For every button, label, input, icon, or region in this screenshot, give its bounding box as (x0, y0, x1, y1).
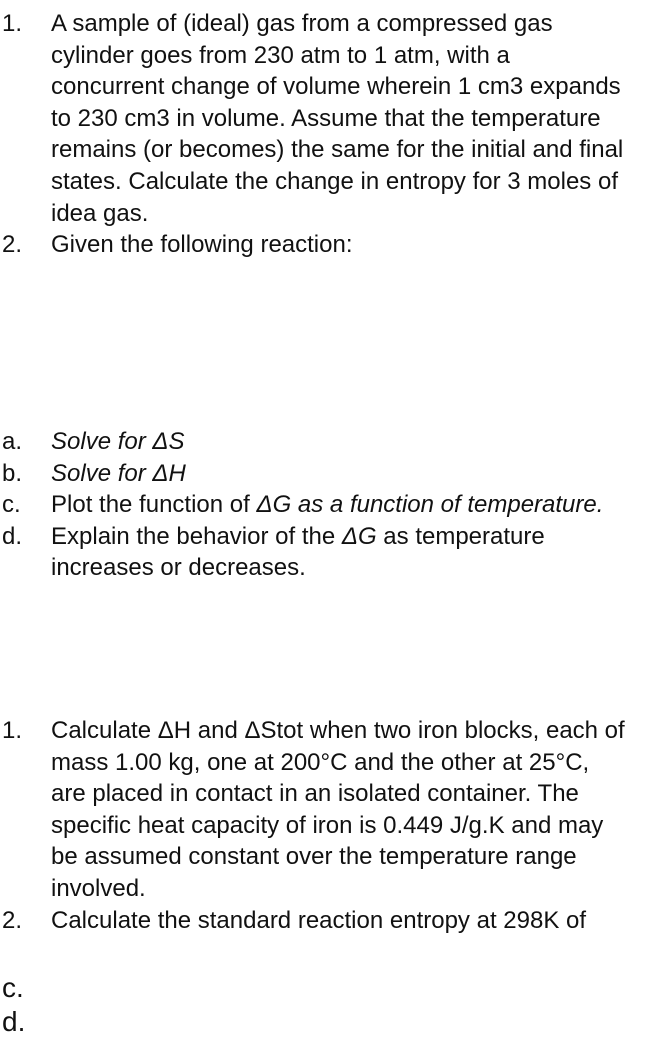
trailing-marker-c: c. (2, 972, 24, 1003)
subquestion-text: Solve for ΔH (51, 459, 186, 487)
list-marker: 2. (2, 231, 23, 259)
question-text: Given the following reaction: (51, 231, 353, 259)
question-text: A sample of (ideal) gas from a compressed gas cylinder goes from 230 atm to 1 atm, with a concurrent change of volume wherein 1 cm3 expands to 230 cm3 in volume. Assume that the temperature remains (or becomes) the same for the initial and final states. Calculate the change in entropy for 3 moles of idea gas. (51, 10, 624, 227)
lettered-list (0, 426, 640, 584)
list-item (0, 489, 640, 521)
list-item (0, 426, 640, 458)
list-item (0, 715, 640, 905)
trailing-marker-d: d. (2, 1006, 26, 1037)
list-marker: b. (2, 459, 23, 487)
subquestion-text-italic: ΔG as a function of temperature. (256, 491, 604, 519)
subquestion-text: Solve for ΔS (51, 428, 185, 455)
list-marker: c. (2, 491, 21, 519)
list-marker: 1. (2, 717, 23, 744)
numbered-list-1 (0, 8, 640, 261)
list-marker: a. (2, 428, 23, 455)
subquestion-text-plain: as temperature increases or decreases. (51, 522, 545, 582)
list-item (0, 521, 640, 584)
question-text: Calculate ΔH and ΔStot when two iron blocks, each of mass 1.00 kg, one at 200°C and the other at 25°C, are placed in contact in an isolated container. The specific heat capacity of iron is 0.449 J/g.K and may be assumed constant over the temperature range involved. (51, 717, 625, 902)
list-item (0, 229, 640, 261)
list-item (0, 905, 640, 937)
list-marker: d. (2, 522, 23, 550)
subquestion-text-italic: ΔG (341, 522, 377, 550)
numbered-list-2 (0, 715, 640, 936)
question-text: Calculate the standard reaction entropy at 298K of (51, 906, 587, 934)
list-item (0, 8, 640, 229)
subquestion-text-plain: Plot the function of (51, 491, 257, 519)
list-marker: 2. (2, 906, 23, 934)
subquestion-text (51, 521, 640, 584)
subquestion-text (51, 489, 640, 521)
list-item (0, 458, 640, 490)
subquestion-text-plain: Explain the behavior of the (51, 522, 342, 550)
list-marker: 1. (2, 10, 23, 37)
